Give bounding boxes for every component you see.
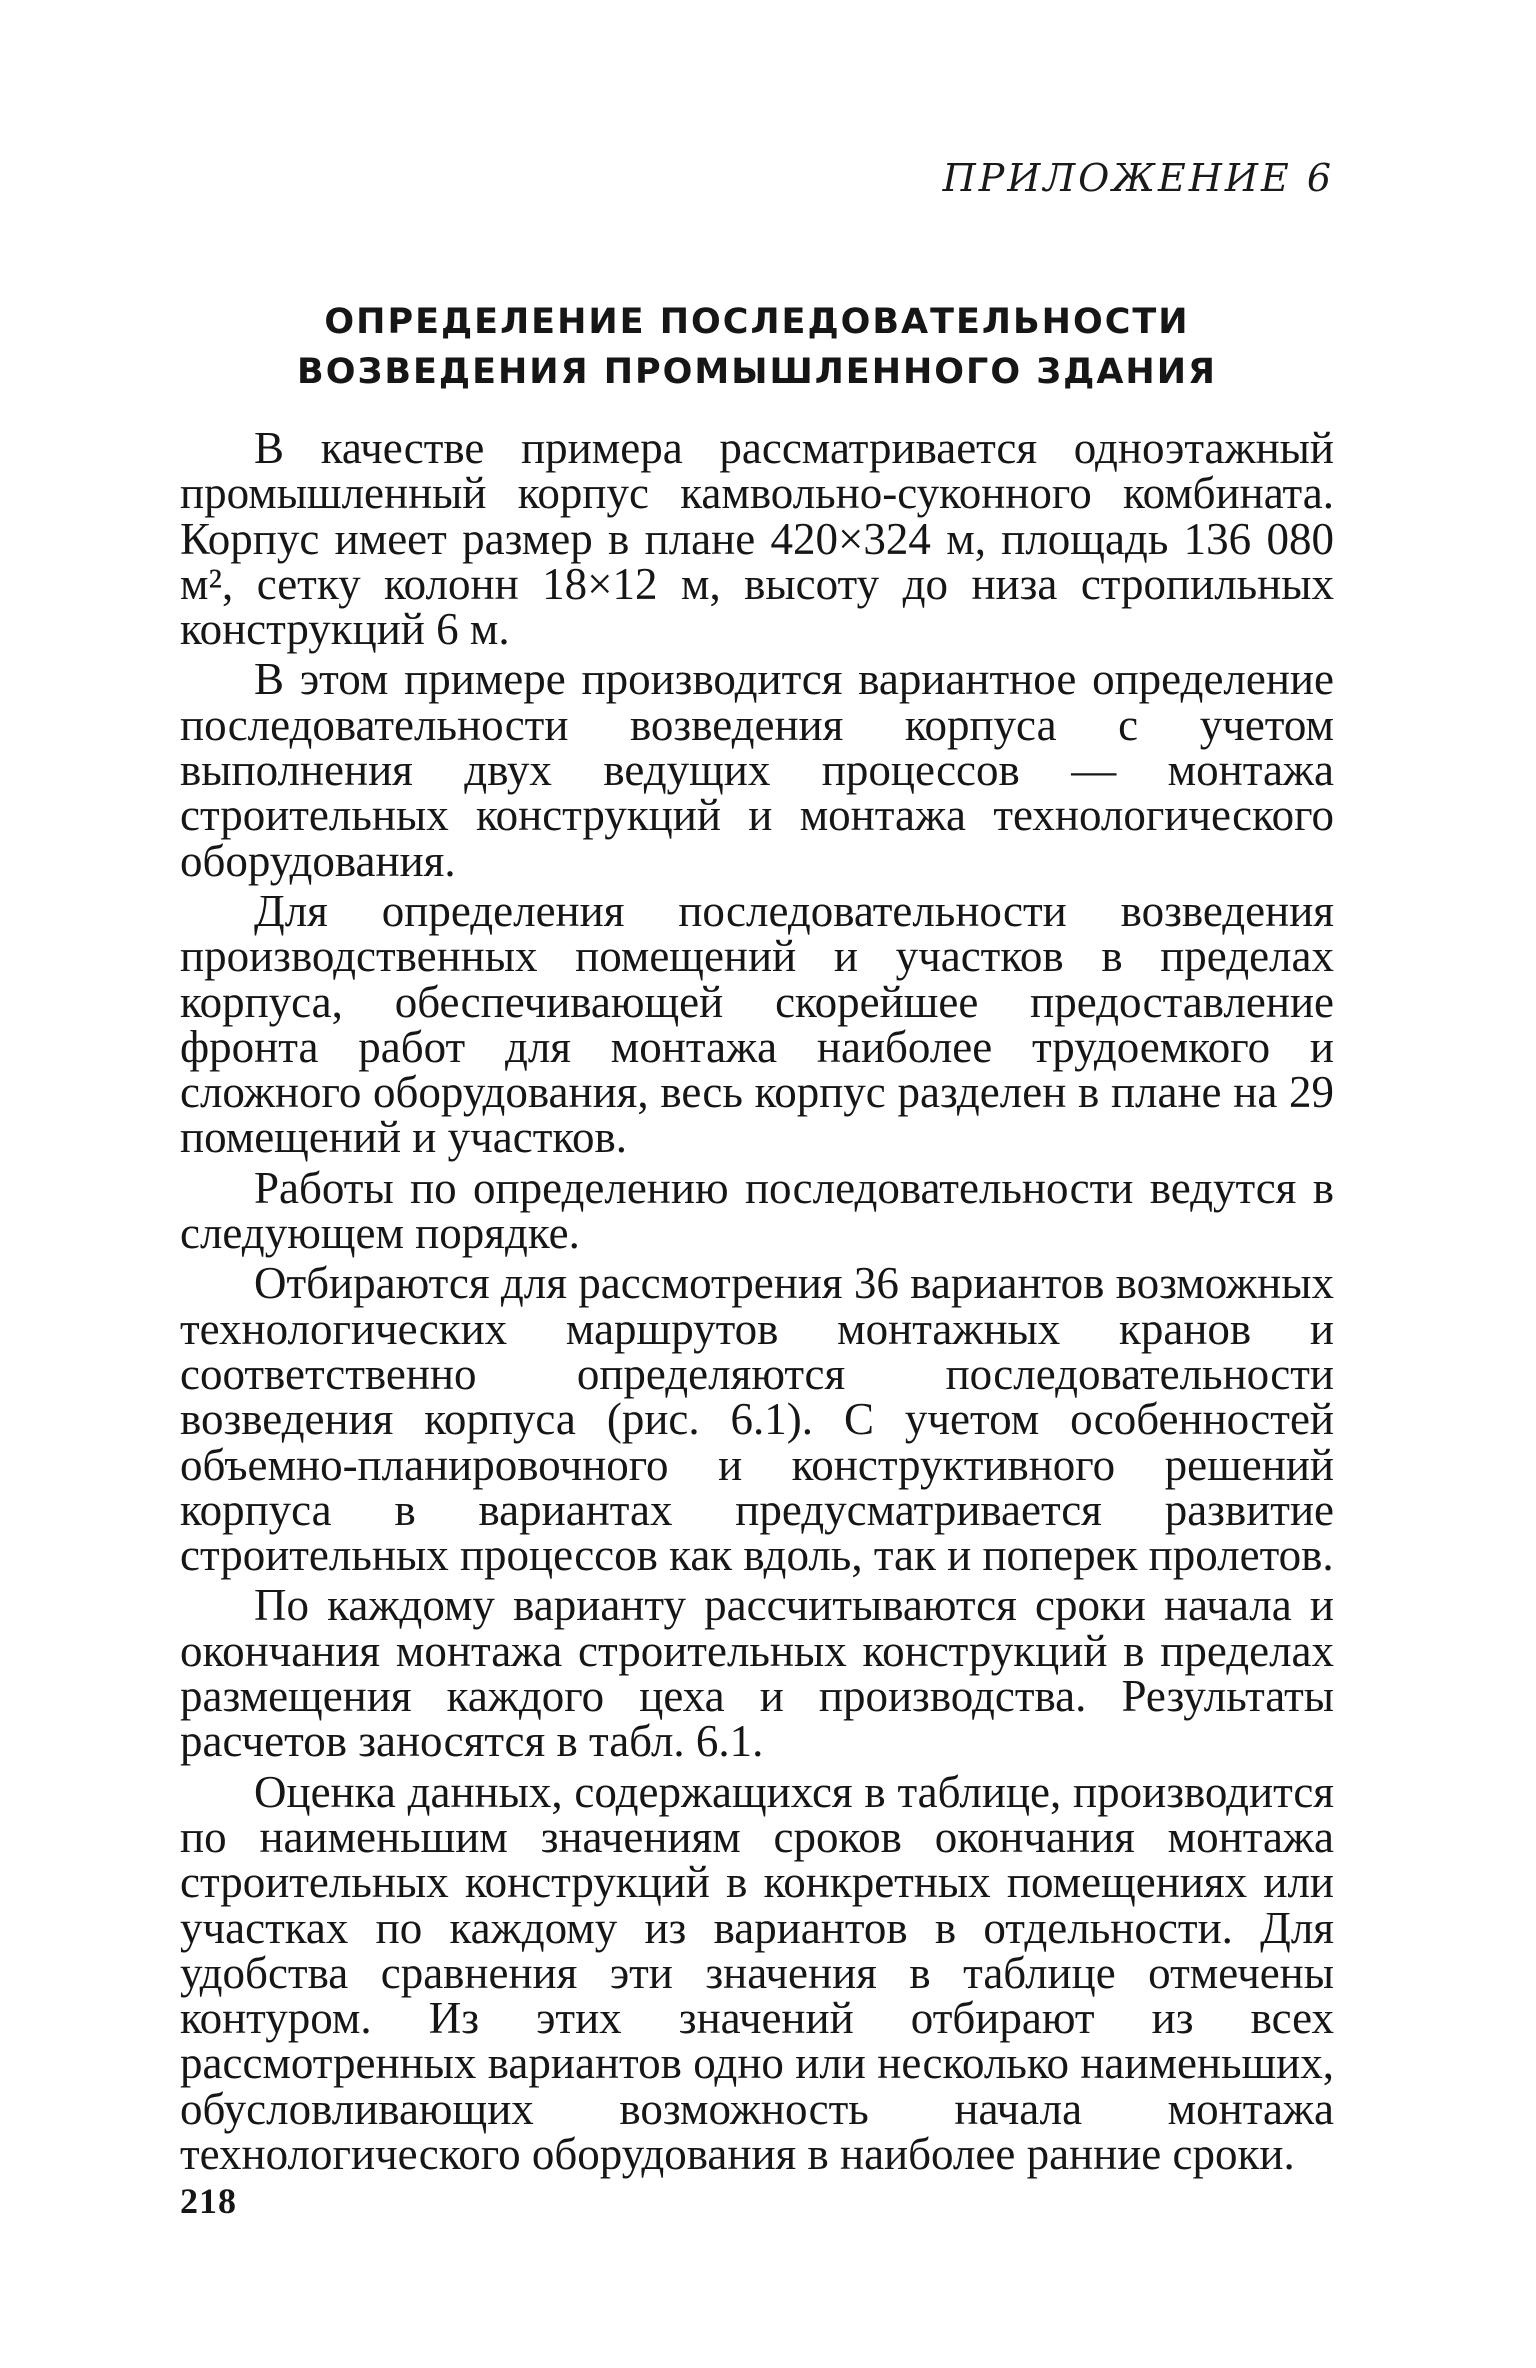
- paragraph: Работы по определению последовательности ведутся в следующем порядке.: [180, 1162, 1334, 1259]
- paragraph: В этом примере производится вариантное определение последовательности возведения корпуса с учетом выполнения двух ведущих процессов — монтажа строительных конструкций и монтажа технологического оборудования.: [180, 654, 1334, 886]
- paragraph: Оценка данных, содержащихся в таблице, производится по наименьшим значениям сроков окончания монтажа строительных конструкций в конкретных помещениях или участках по каждому из вариантов в отдельности. Для удобства сравнения эти значения в таблице отмечены контуром. Из этих значений отбирают из всех рассмотренных вариантов одно или несколько наименьших, обусловливающих возможность начала монтажа технологического оборудования в наиболее ранние сроки.: [180, 1766, 1334, 2179]
- paragraph: Отбираются для рассмотрения 36 вариантов возможных технологических маршрутов монтажных кранов и соответственно определяются последовательности возведения корпуса (рис. 6.1). С учетом особенностей объемно-планировочного и конструктивного решений корпуса в вариантах предусматривается развитие строительных процессов как вдоль, так и поперек пролетов.: [180, 1258, 1334, 1581]
- page-title-line-2: ВОЗВЕДЕНИЯ ПРОМЫШЛЕННОГО ЗДАНИЯ: [297, 352, 1217, 392]
- paragraph: В качестве примера рассматривается одноэтажный промышленный корпус камвольно-суконного комбината. Корпус имеет размер в плане 420×324 м, площадь 136 080 м², сетку колонн 18×12 м, высоту до низа стропильных конструкций 6 м.: [180, 423, 1334, 655]
- paragraph: Для определения последовательности возведения производственных помещений и участков в пределах корпуса, обеспечивающей скорейшее предоставление фронта работ для монтажа наиболее трудоемкого и сложного оборудования, весь корпус разделен в плане на 29 помещений и участков.: [180, 885, 1334, 1163]
- page-number: 218: [180, 2181, 237, 2221]
- paragraph: По каждому варианту рассчитываются сроки начала и окончания монтажа строительных конструкций в пределах размещения каждого цеха и производства. Результаты расчетов заносятся в табл. 6.1.: [180, 1580, 1334, 1767]
- body-text: [180, 423, 1334, 2182]
- appendix-label: ПРИЛОЖЕНИЕ 6: [942, 156, 1334, 200]
- page-title-line-1: ОПРЕДЕЛЕНИЕ ПОСЛЕДОВАТЕЛЬНОСТИ: [324, 302, 1190, 342]
